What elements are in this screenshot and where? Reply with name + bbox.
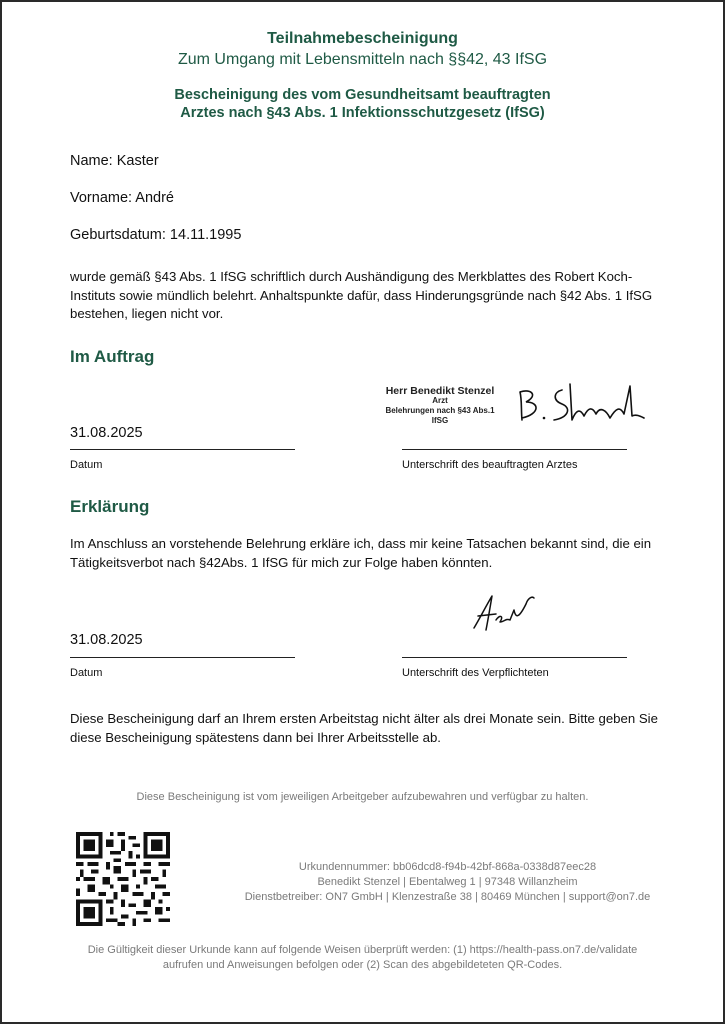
doctor-stamp [380,386,500,426]
auftrag-date-label: Datum [70,459,103,471]
section-heading-erklaerung: Erklärung [70,497,150,516]
section-heading-auftrag: Im Auftrag [70,347,155,366]
footer-info-block [170,860,725,905]
erklaerung-date-label: Datum [70,667,103,679]
issuer-line-1: Bescheinigung des vom Gesundheitsamt beauftragten [174,87,551,103]
erklaerung-date: 31.08.2025 [70,632,143,648]
erklaerung-text: Im Anschluss an vorstehende Belehrung erkläre ich, dass mir keine Tatsachen bekannt sind, die ein Tätigkeitsverbot nach §42Abs. 1 IfSG für mich zur Folge haben könnten. [70,536,652,570]
qr-code-icon [76,832,170,926]
stamp-name: Herr Benedikt Stenzel [385,385,495,397]
document-title: Teilnahmebescheinigung [267,30,458,47]
erklaerung-signature-line [402,657,627,658]
employee-signature [470,590,540,636]
verification-line-1: Die Gültigkeit dieser Urkunde kann auf folgende Weisen überprüft werden: (1) https://health-pass.on7.de/validate [87,944,638,956]
belehrung-text: wurde gemäß §43 Abs. 1 IfSG schriftlich durch Aushändigung des Merkblattes des Robert Koch-Instituts sowie mündlich belehrt. Anhaltspunkte dafür, dass Hinderungsgründe nach §42 Abs. 1 IfSG bestehen, liegen nicht vor. [70,269,653,321]
auftrag-signature-line [402,449,627,450]
stamp-line3: Belehrungen nach §43 Abs.1 [385,406,495,415]
auftrag-signature-label: Unterschrift des beauftragten Arztes [402,459,578,471]
document-issuer-heading [0,86,725,122]
doctor-address: Benedikt Stenzel | Ebentalweg 1 | 97348 Willanzheim [317,876,578,888]
erklaerung-signature-label: Unterschrift des Verpflichteten [402,667,549,679]
stamp-line4: IfSG [431,416,449,425]
validity-note: Diese Bescheinigung darf an Ihrem ersten Arbeitstag nicht älter als drei Monate sein. Bitte geben Sie diese Bescheinigung spätestens dann bei Ihrer Arbeitsstelle ab. [70,711,658,745]
document-subtitle: Zum Umgang mit Lebensmitteln nach §§42, 43 IfSG [177,51,548,68]
employer-note: Diese Bescheinigung ist vom jeweiligen Arbeitgeber aufzubewahren und verfügbar zu halten. [136,791,589,803]
erklaerung-date-line [70,657,295,658]
auftrag-date: 31.08.2025 [70,425,143,441]
doctor-signature [510,380,650,430]
person-name: Name: Kaster [70,153,159,169]
person-geburtsdatum: Geburtsdatum: 14.11.1995 [70,227,242,243]
person-vorname: Vorname: André [70,190,174,206]
stamp-role: Arzt [432,396,448,405]
urkundennummer: Urkundennummer: bb06dcd8-f94b-42bf-868a-0338d87eec28 [298,861,597,873]
verification-note [0,943,725,973]
issuer-line-2: Arztes nach §43 Abs. 1 Infektionsschutzgesetz (IfSG) [180,105,545,121]
verification-line-2: aufrufen und Anweisungen befolgen oder (2) Scan des abgebildeteten QR-Codes. [162,959,563,971]
auftrag-date-line [70,449,295,450]
service-provider: Dienstbetreiber: ON7 GmbH | Klenzestraße 38 | 80469 München | support@on7.de [244,891,651,903]
